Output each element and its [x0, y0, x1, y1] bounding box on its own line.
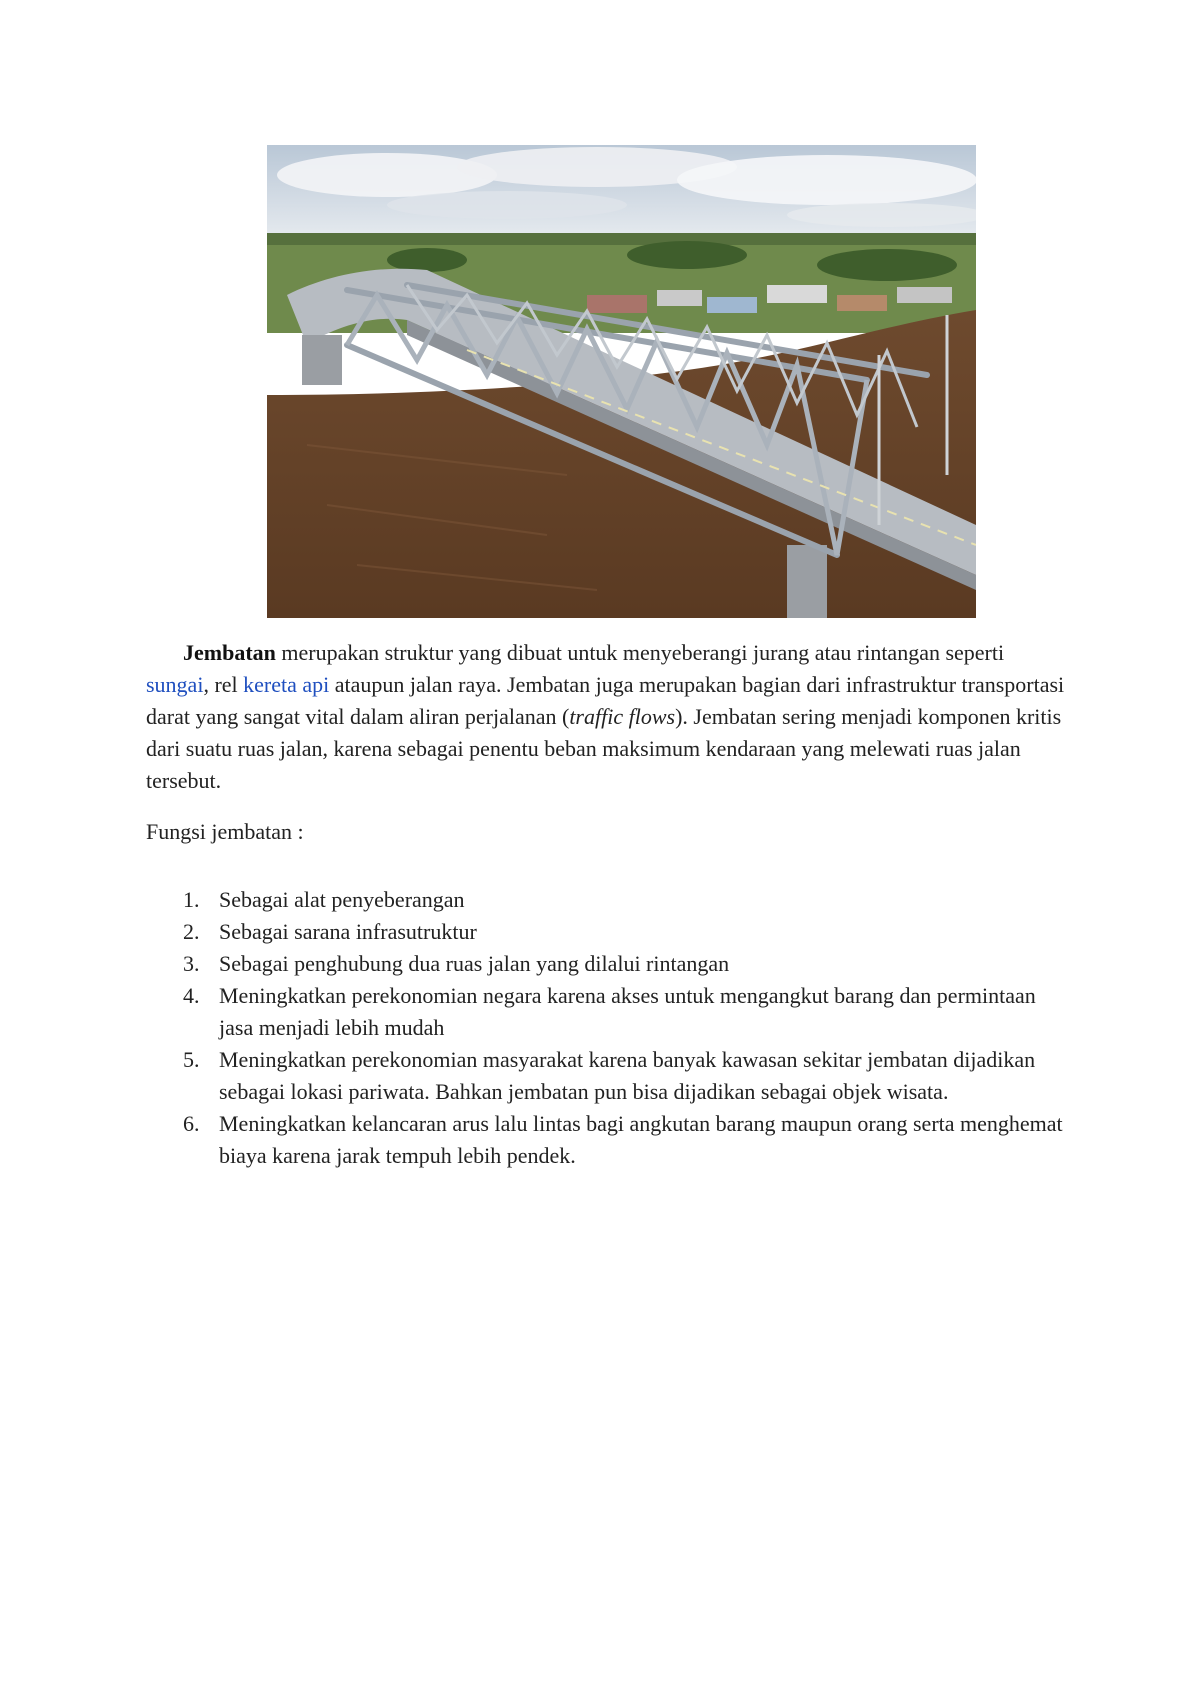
list-text: Sebagai penghubung dua ruas jalan yang dilalui rintangan [219, 951, 730, 976]
functions-list [146, 884, 1068, 1172]
list-text: Meningkatkan perekonomian negara karena akses untuk mengangkut barang dan permintaan jasa menjadi lebih mudah [219, 983, 1036, 1040]
list-item [146, 1044, 1068, 1108]
bridge-photo [267, 145, 976, 618]
list-number: 2. [183, 919, 200, 944]
list-number: 1. [183, 887, 200, 912]
functions-heading: Fungsi jembatan : [146, 819, 304, 844]
list-item [146, 916, 1068, 948]
list-number: 5. [183, 1047, 200, 1072]
list-number: 6. [183, 1111, 200, 1136]
list-text: Sebagai alat penyeberangan [219, 887, 465, 912]
list-text: Sebagai sarana infrasutruktur [219, 919, 477, 944]
list-item [146, 948, 1068, 980]
list-text: Meningkatkan kelancaran arus lalu lintas bagi angkutan barang maupun orang serta menghemat biaya karena jarak tempuh lebih pendek. [219, 1111, 1063, 1168]
paragraph-text-3: ataupun jalan raya. Jembatan juga merupakan bagian dari infrastruktur transportasi darat yang sangat vital dalam aliran perjalanan ( [146, 672, 1065, 729]
paragraph-text-2: , rel [203, 672, 244, 697]
intro-paragraph [146, 637, 1068, 797]
paragraph-text-1: merupakan struktur yang dibuat untuk menyeberangi jurang atau rintangan seperti [275, 640, 1005, 665]
list-item [146, 980, 1068, 1044]
list-number: 4. [183, 983, 200, 1008]
term-jembatan: Jembatan [183, 640, 276, 665]
list-number: 3. [183, 951, 200, 976]
list-text: Meningkatkan perekonomian masyarakat karena banyak kawasan sekitar jembatan dijadikan sebagai lokasi pariwata. Bahkan jembatan pun bisa dijadikan sebagai objek wisata. [219, 1047, 1036, 1104]
link-kereta-api[interactable]: kereta api [243, 672, 330, 697]
italic-traffic-flows: traffic flows [569, 704, 676, 729]
list-item [146, 884, 1068, 916]
paragraph-text-4: ). Jembatan sering menjadi komponen kritis dari suatu ruas jalan, karena sebagai penentu beban maksimum kendaraan yang melewati ruas jalan tersebut. [146, 704, 1062, 793]
link-sungai[interactable]: sungai [146, 672, 204, 697]
list-item [146, 1108, 1068, 1172]
